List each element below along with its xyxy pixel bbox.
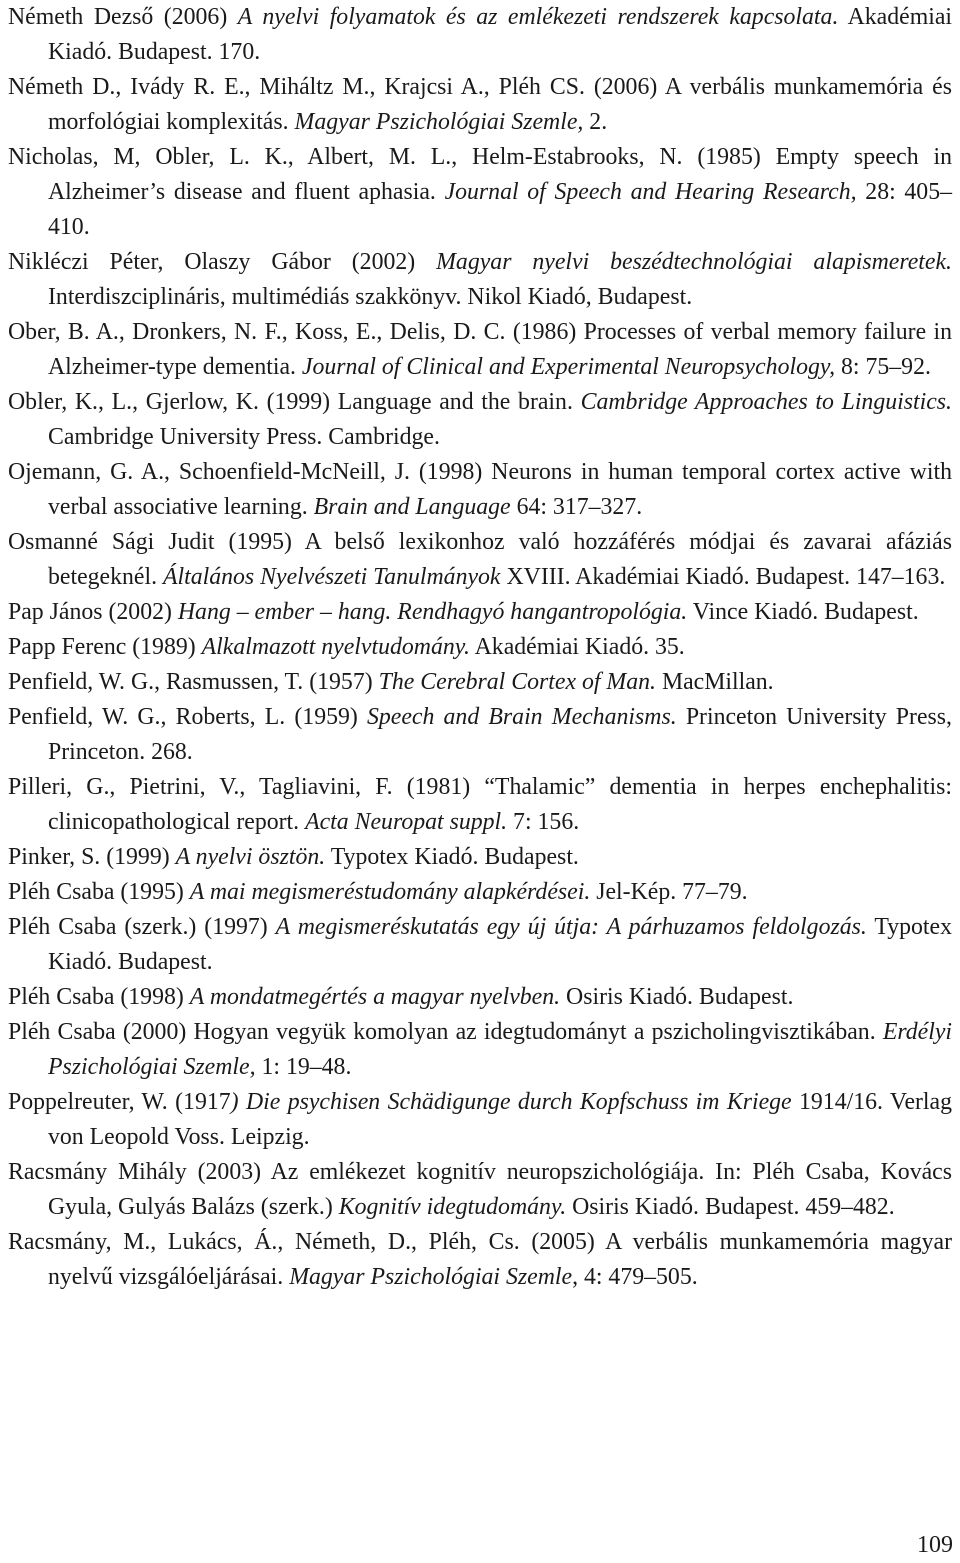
reference-title-italic: Hang – ember – hang. Rendhagyó hangantropológia. xyxy=(177,599,688,625)
reference-title-italic: A mai megismeréstudomány alapkérdései. xyxy=(189,879,591,905)
reference-text: 64: 317–327. xyxy=(510,494,643,520)
reference-title-italic: Magyar nyelvi beszédtechnológiai alapismeretek. xyxy=(436,249,952,275)
reference-text: Osmanné Sági Judit (1995) A belső lexikonhoz való hozzáférés módjai és zavarai afáziás betegeknél. xyxy=(8,529,952,590)
reference-entry xyxy=(8,1085,952,1155)
reference-text: 2. xyxy=(583,109,608,135)
reference-title-italic: Journal of Clinical and Experimental Neuropsychology, xyxy=(301,354,836,380)
reference-title-italic: A mondatmegértés a magyar nyelvben. xyxy=(189,984,561,1010)
reference-title-italic: Erdélyi Pszichológiai Szemle, xyxy=(48,1019,952,1080)
reference-entry xyxy=(8,0,952,70)
reference-text: Cambridge University Press. Cambridge. xyxy=(48,424,440,450)
reference-text: Osiris Kiadó. Budapest. 459–482. xyxy=(566,1194,895,1220)
reference-text: Osiris Kiadó. Budapest. xyxy=(560,984,794,1010)
reference-text: Poppelreuter, W. (1917 xyxy=(8,1089,231,1115)
reference-text: Typotex Kiadó. Budapest. xyxy=(325,844,579,870)
reference-text: Papp Ferenc (1989) xyxy=(8,634,202,660)
reference-text: Pap János (2002) xyxy=(8,599,178,625)
reference-text: XVIII. Akadémiai Kiadó. Budapest. 147–163. xyxy=(500,564,946,590)
reference-text: Typotex Kiadó. Budapest. xyxy=(48,914,952,975)
reference-entry xyxy=(8,525,952,595)
reference-entry xyxy=(8,910,952,980)
reference-title-italic: Magyar Pszichológiai Szemle, xyxy=(294,109,584,135)
reference-text: 28: 405–410. xyxy=(48,179,952,240)
reference-text: Akadémiai Kiadó. 35. xyxy=(469,634,685,660)
reference-text: Racsmány Mihály (2003) Az emlékezet kognitív neuropszichológiája. In: Pléh Csaba, Kovács Gyula, Gulyás Balázs (szerk.) xyxy=(8,1159,952,1220)
reference-text: Racsmány, M., Lukács, Á., Németh, D., Pléh, Cs. (2005) A verbális munkamemória magyar nyelvű vizsgálóeljárásai. xyxy=(8,1229,952,1290)
reference-title-italic: Alkalmazott nyelvtudomány. xyxy=(201,634,470,660)
reference-text: Pléh Csaba (1998) xyxy=(8,984,190,1010)
reference-text: Interdiszciplináris, multimédiás szakkönyv. Nikol Kiadó, Budapest. xyxy=(48,284,693,310)
reference-entry xyxy=(8,595,952,630)
reference-entry xyxy=(8,455,952,525)
reference-text: Princeton University Press, Princeton. 268. xyxy=(48,704,952,765)
reference-text: Jel-Kép. 77–79. xyxy=(590,879,748,905)
reference-title-italic: ) Die psychisen Schädigunge durch Kopfschuss im Kriege xyxy=(230,1089,792,1115)
reference-text: Akadémiai Kiadó. Budapest. 170. xyxy=(48,4,952,65)
reference-text: 7: 156. xyxy=(507,809,580,835)
reference-text: 1914/16. Verlag von Leopold Voss. Leipzig. xyxy=(48,1089,953,1150)
page-number: 109 xyxy=(917,1532,953,1558)
reference-entry xyxy=(8,1155,952,1225)
reference-text: Németh Dezső (2006) xyxy=(8,4,238,30)
reference-text: Németh D., Ivády R. E., Miháltz M., Krajcsi A., Pléh CS. (2006) A verbális munkamemória és morfológiai komplexitás. xyxy=(8,74,952,135)
reference-text: Nicholas, M, Obler, L. K., Albert, M. L., Helm-Estabrooks, N. (1985) Empty speech in Alzheimer’s disease and fluent aphasia. xyxy=(8,144,952,205)
reference-text: MacMillan. xyxy=(656,669,774,695)
reference-entry xyxy=(8,665,952,700)
reference-entry xyxy=(8,630,952,665)
reference-title-italic: The Cerebral Cortex of Man. xyxy=(378,669,656,695)
reference-text: Penfield, W. G., Roberts, L. (1959) xyxy=(8,704,367,730)
reference-text: Penfield, W. G., Rasmussen, T. (1957) xyxy=(8,669,379,695)
reference-entry xyxy=(8,980,952,1015)
reference-title-italic: A megismeréskutatás egy új útja: A párhuzamos feldolgozás. xyxy=(275,914,867,940)
reference-title-italic: Kognitív idegtudomány. xyxy=(338,1194,567,1220)
reference-entry xyxy=(8,840,952,875)
reference-list xyxy=(8,0,952,1295)
reference-text: Pilleri, G., Pietrini, V., Tagliavini, F. (1981) “Thalamic” dementia in herpes enchephalitis: clinicopathological report. xyxy=(8,774,952,835)
reference-text: Obler, K., L., Gjerlow, K. (1999) Language and the brain. xyxy=(8,389,581,415)
reference-title-italic: Acta Neuropat suppl. xyxy=(305,809,508,835)
reference-text: 8: 75–92. xyxy=(835,354,931,380)
reference-entry xyxy=(8,700,952,770)
reference-entry xyxy=(8,770,952,840)
reference-title-italic: Brain and Language xyxy=(313,494,511,520)
reference-text: , 4: 479–505. xyxy=(572,1264,698,1290)
reference-entry xyxy=(8,875,952,910)
reference-title-italic: A nyelvi folyamatok és az emlékezeti rendszerek kapcsolata. xyxy=(237,4,839,30)
reference-entry xyxy=(8,1015,952,1085)
reference-text: Pléh Csaba (1995) xyxy=(8,879,190,905)
reference-page xyxy=(8,0,952,1295)
reference-text: Pinker, S. (1999) xyxy=(8,844,176,870)
reference-title-italic: A nyelvi ösztön. xyxy=(175,844,326,870)
reference-title-italic: Általános Nyelvészeti Tanulmányok xyxy=(162,564,501,590)
reference-text: Ojemann, G. A., Schoenfield-McNeill, J. (1998) Neurons in human temporal cortex active with verbal associative learning. xyxy=(8,459,952,520)
reference-text: 1: 19–48. xyxy=(255,1054,352,1080)
reference-title-italic: Cambridge Approaches to Linguistics. xyxy=(580,389,952,415)
reference-text: Vince Kiadó. Budapest. xyxy=(687,599,919,625)
reference-title-italic: Magyar Pszichológiai Szemle xyxy=(289,1264,573,1290)
reference-text: Pléh Csaba (2000) Hogyan vegyük komolyan az idegtudományt a pszicholingvisztikában. xyxy=(8,1019,883,1045)
reference-text: Nikléczi Péter, Olaszy Gábor (2002) xyxy=(8,249,437,275)
reference-entry xyxy=(8,70,952,140)
reference-entry xyxy=(8,385,952,455)
reference-entry xyxy=(8,140,952,245)
reference-entry xyxy=(8,245,952,315)
reference-title-italic: Journal of Speech and Hearing Research, xyxy=(444,179,857,205)
reference-title-italic: Speech and Brain Mechanisms. xyxy=(366,704,677,730)
reference-text: Pléh Csaba (szerk.) (1997) xyxy=(8,914,276,940)
reference-entry xyxy=(8,315,952,385)
reference-text: Ober, B. A., Dronkers, N. F., Koss, E., Delis, D. C. (1986) Processes of verbal memory failure in Alzheimer-type dementia. xyxy=(8,319,952,380)
reference-entry xyxy=(8,1225,952,1295)
